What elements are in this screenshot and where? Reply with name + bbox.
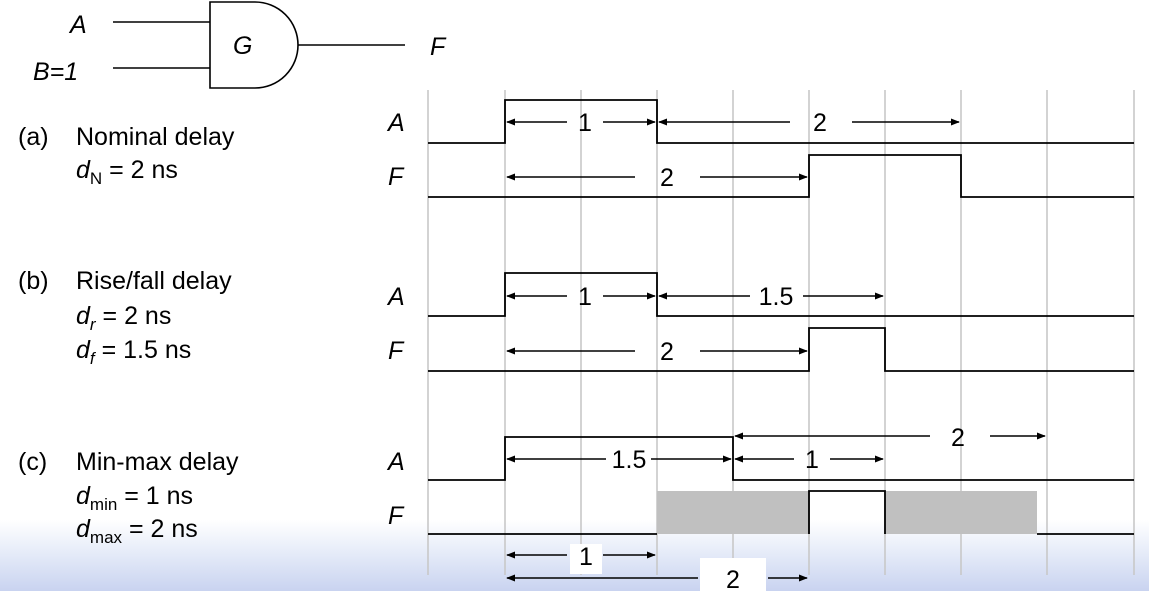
interval-label: 1 (805, 446, 819, 474)
interval-label: 1 (579, 543, 593, 571)
gate-body (210, 2, 298, 88)
section-a-tag: (a) (18, 123, 49, 151)
interval-label: 2 (813, 109, 827, 137)
wave-a-label: A (388, 448, 405, 476)
interval-label: 1.5 (758, 283, 794, 311)
wave-a-label: A (388, 283, 405, 311)
interval-label: 2 (726, 566, 740, 591)
waveform-f (428, 155, 1134, 197)
wave-f-label: F (388, 502, 404, 530)
gate-output-f-label: F (430, 33, 446, 61)
section-b-param-fall: $d_f = 1.5$ ns (76, 336, 192, 368)
section-c-tag: (c) (18, 448, 48, 476)
section-b-param-rise: $d_r = 2$ ns (76, 302, 172, 334)
section-c (18, 424, 1134, 591)
interval-label: 2 (951, 424, 965, 452)
waveform-f (428, 328, 1134, 371)
section-b-tag: (b) (18, 267, 49, 295)
waveform-f (809, 491, 885, 534)
uncertain-region (657, 491, 809, 534)
section-a-param: $d_N = 2$ ns (76, 156, 178, 188)
interval-label: 1 (578, 109, 592, 137)
interval-label: 1.5 (611, 446, 647, 474)
section-b-title: Rise/fall delay (76, 267, 232, 295)
section-a-title: Nominal delay (76, 123, 235, 151)
section-c-param-min: $d_{min} = 1$ ns (76, 482, 194, 514)
wave-a-label: A (388, 109, 405, 137)
interval-label: 2 (660, 164, 674, 192)
section-b (18, 267, 1134, 371)
gate-input-a-label: A (70, 11, 87, 39)
section-a (18, 100, 1134, 197)
gate-input-b-label: B=1 (33, 58, 79, 86)
interval-label: 1 (578, 283, 592, 311)
gate-name-label: G (233, 32, 253, 60)
section-c-param-max: $d_{max} = 2$ ns (76, 515, 198, 547)
wave-f-label: F (388, 163, 404, 191)
wave-f-label: F (388, 337, 404, 365)
and-gate (33, 2, 447, 88)
uncertain-region (885, 491, 1037, 534)
section-c-title: Min-max delay (76, 448, 239, 476)
interval-label: 2 (660, 338, 674, 366)
